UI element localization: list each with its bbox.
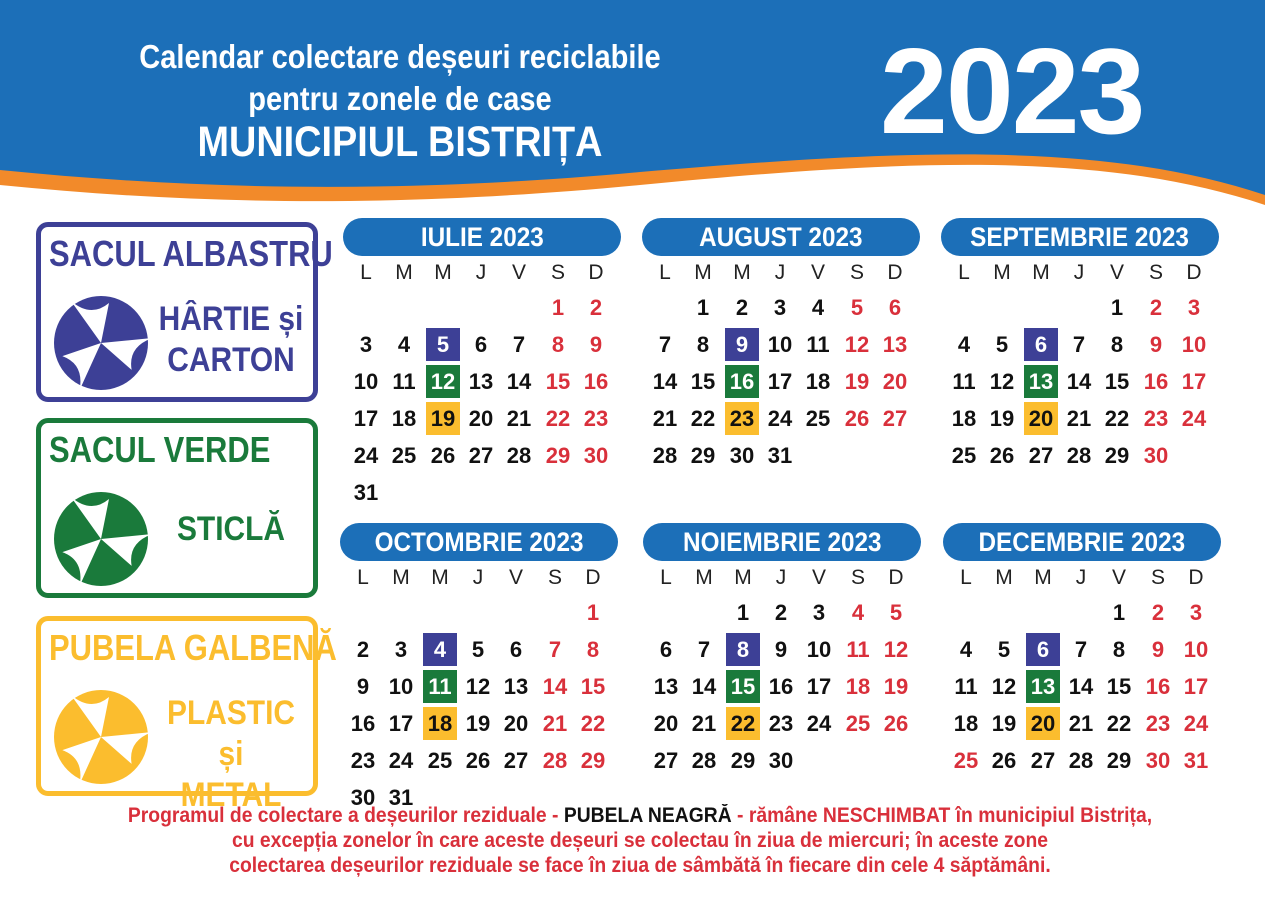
weekday-label: M [1032,261,1050,284]
calendar-day: 18 [953,711,979,736]
calendar-day: 21 [652,406,678,431]
calendar-day: 13 [503,674,529,699]
weekday-label: J [775,566,787,589]
calendar-day: 12 [883,637,909,662]
calendar-day: 6 [1026,633,1060,666]
calendar-day: 1 [1110,295,1124,320]
calendar-day: 16 [1143,369,1169,394]
calendar-day: 25 [391,443,417,468]
weekday-label: L [659,261,671,284]
calendar-day: 12 [844,332,870,357]
calendar-day: 10 [806,637,832,662]
calendar-day: 16 [725,365,759,398]
calendar-day: 23 [583,406,609,431]
calendar-day: 6 [659,637,673,662]
calendar-day: 20 [653,711,679,736]
calendar-day: 18 [391,406,417,431]
calendar-day: 31 [767,443,793,468]
calendar-day: 24 [353,443,379,468]
calendar-day: 20 [882,369,908,394]
calendar-day: 11 [954,674,978,699]
calendar-day: 9 [356,674,370,699]
calendar-day: 4 [397,332,411,357]
calendar-day: 31 [1183,748,1209,773]
calendar-day: 24 [388,748,414,773]
calendar-day: 19 [989,406,1015,431]
calendar-day: 31 [388,785,414,810]
calendar-day: 7 [512,332,526,357]
calendar-day: 22 [580,711,606,736]
calendar-day: 28 [542,748,568,773]
calendar-day: 8 [696,332,710,357]
calendar-day: 15 [690,369,716,394]
calendar-day: 20 [468,406,494,431]
calendar-day: 4 [959,637,973,662]
calendar-day: 29 [690,443,716,468]
weekday-label: S [1148,261,1163,284]
calendar-day: 25 [845,711,871,736]
calendar-day: 13 [653,674,679,699]
weekday-label: M [694,261,712,284]
calendar-day: 1 [586,600,600,625]
calendar-day: 31 [353,480,379,505]
calendar-day: 26 [844,406,870,431]
calendar-day: 26 [465,748,491,773]
calendar-day: 20 [503,711,529,736]
calendar-day: 15 [1106,674,1132,699]
weekday-label: S [1150,566,1165,589]
calendar-day: 2 [1149,295,1163,320]
calendar-day: 4 [851,600,865,625]
weekday-label: M [434,261,452,284]
calendar-day: 29 [1104,443,1130,468]
calendar-day: 22 [726,707,760,740]
calendar-day: 9 [1151,637,1165,662]
calendar-day: 17 [388,711,414,736]
calendar-day: 14 [691,674,717,699]
calendar-day: 25 [953,748,979,773]
weekday-label: V [1109,261,1124,284]
calendar-day: 13 [468,369,494,394]
calendar-day: 28 [652,443,678,468]
calendar-day: 23 [1145,711,1171,736]
calendar-day: 27 [882,406,908,431]
calendar-day: 9 [1149,332,1163,357]
weekday-label: D [1188,566,1204,589]
weekday-label: L [958,261,970,284]
weekday-label: J [1073,261,1085,284]
legend-label-line2: METAL [180,775,282,814]
calendar-day: 16 [350,711,376,736]
calendar-day: 5 [850,295,864,320]
calendar-day: 18 [423,707,457,740]
calendar-day: 1 [551,295,565,320]
calendar-day: 25 [427,748,453,773]
weekday-label: L [960,566,972,589]
legend-label-line1: STICLĂ [176,510,286,548]
legend-title: SACUL ALBASTRU [49,233,333,274]
calendar-day: 17 [1183,674,1209,699]
calendar-day: 22 [1106,711,1132,736]
calendar-day: 10 [353,369,379,394]
calendar-day: 15 [1104,369,1130,394]
calendar-day: 22 [1104,406,1130,431]
calendar-day: 26 [430,443,456,468]
note-line-3: colectarea deșeurilor reziduale se face în ziua de sâmbătă în fiecare din cele 4 săptămâni. [229,854,1051,877]
weekday-label: V [810,261,825,284]
calendar-day: 2 [735,295,749,320]
calendar-day: 27 [653,748,679,773]
calendar-day: 20 [1024,402,1058,435]
calendar-day: 9 [589,332,603,357]
calendar-day: 4 [423,633,457,666]
calendar-day: 19 [883,674,909,699]
calendar-day: 14 [506,369,532,394]
recycle-icon [51,293,151,393]
weekday-label: S [850,566,865,589]
legend-blue-bag [36,222,333,402]
calendar-day: 18 [805,369,831,394]
calendar-day: 25 [951,443,977,468]
weekday-label: M [431,566,449,589]
calendar-day: 30 [1143,443,1169,468]
calendar-day: 16 [1145,674,1171,699]
legend-title: PUBELA GALBENĂ [49,627,337,668]
calendar-day: 27 [468,443,494,468]
calendar-day: 9 [774,637,788,662]
calendar-day: 14 [652,369,678,394]
calendar-day: 30 [350,785,376,810]
calendar-day: 1 [696,295,710,320]
calendar-day: 24 [1181,406,1207,431]
calendar-day: 14 [542,674,568,699]
calendar-day: 26 [991,748,1017,773]
weekday-label: S [550,261,565,284]
calendar-day: 8 [1110,332,1124,357]
calendar-day: 11 [846,637,870,662]
calendar-day: 2 [589,295,603,320]
calendar-day: 21 [1068,711,1094,736]
weekday-label: D [888,566,904,589]
calendar-day: 8 [586,637,600,662]
calendar-day: 11 [806,332,830,357]
calendar-day: 27 [1028,443,1054,468]
weekday-label: D [585,566,601,589]
calendar-day: 8 [726,633,760,666]
calendar-day: 14 [1066,369,1092,394]
calendar-day: 7 [697,637,711,662]
calendar-day: 19 [426,402,460,435]
month-title: AUGUST 2023 [642,218,920,256]
month-title: DECEMBRIE 2023 [943,523,1221,561]
calendar-day: 7 [1074,637,1088,662]
legend-green-bag [36,418,318,598]
calendar-day: 7 [1072,332,1086,357]
calendar-day: 26 [883,711,909,736]
calendar-day: 10 [1183,637,1209,662]
calendar-day: 4 [811,295,825,320]
legend-label-line1: PLASTIC și [166,694,295,773]
calendar-day: 5 [889,600,903,625]
residual-waste-note [60,803,1220,878]
weekday-label: M [1034,566,1052,589]
calendar-day: 12 [989,369,1015,394]
calendar-day: 28 [1068,748,1094,773]
weekday-label: S [849,261,864,284]
calendar-day: 27 [503,748,529,773]
calendar-day: 30 [583,443,609,468]
legend-label [156,693,306,815]
calendar-day: 21 [542,711,568,736]
calendar-day: 17 [806,674,832,699]
title-municipality: MUNICIPIUL BISTRIȚA [197,118,603,166]
calendar-day: 24 [1183,711,1209,736]
legend-label [156,509,306,550]
calendar-day: 15 [726,670,760,703]
weekday-label: V [811,566,826,589]
weekday-label: M [993,261,1011,284]
calendar-day: 7 [658,332,672,357]
month-title: IULIE 2023 [343,218,621,256]
calendar-day: 2 [774,600,788,625]
calendar-day: 20 [1026,707,1060,740]
calendar-day: 22 [545,406,571,431]
calendar-day: 21 [506,406,532,431]
calendar-day: 12 [465,674,491,699]
weekday-label: M [695,566,713,589]
legend-label-line2: CARTON [167,340,295,379]
calendar-day: 21 [691,711,717,736]
legend-yellow-bin [36,616,337,814]
weekday-label: D [1186,261,1202,284]
calendar-day: 11 [423,670,457,703]
calendar-day: 18 [951,406,977,431]
calendar-day: 12 [426,365,460,398]
calendar-day: 12 [991,674,1017,699]
calendar-day: 9 [725,328,759,361]
calendar-day: 11 [952,369,976,394]
calendar-day: 10 [1181,332,1207,357]
weekday-label: V [1111,566,1126,589]
calendar-day: 19 [465,711,491,736]
calendar-day: 28 [506,443,532,468]
calendar-day: 2 [356,637,370,662]
title-line-2: pentru zonele de case [248,80,552,117]
calendar-day: 3 [394,637,408,662]
calendar-day: 3 [1189,600,1203,625]
calendar-day: 25 [805,406,831,431]
calendar-day: 3 [773,295,787,320]
calendar-day: 23 [1143,406,1169,431]
calendar-day: 16 [583,369,609,394]
note-line-2: cu excepția zonelor în care aceste deșeuri se colectau în ziua de miercuri; în aceste zone [231,829,1049,852]
calendar-day: 13 [1026,670,1060,703]
legend-label [156,299,306,381]
calendar-day: 30 [768,748,794,773]
calendar-day: 4 [957,332,971,357]
calendar-day: 6 [474,332,488,357]
weekday-label: M [392,566,410,589]
calendar-day: 11 [392,369,416,394]
calendar-day: 26 [989,443,1015,468]
calendar-day: 28 [1066,443,1092,468]
legend-title: SACUL VERDE [49,429,271,470]
calendar-day: 19 [844,369,870,394]
calendar-day: 5 [471,637,485,662]
weekday-label: V [511,261,526,284]
calendar-day: 1 [1112,600,1126,625]
weekday-label: J [475,261,487,284]
calendar-day: 23 [768,711,794,736]
calendar-day: 5 [995,332,1009,357]
calendar-day: 24 [806,711,832,736]
calendar-day: 6 [1024,328,1058,361]
calendar-day: 28 [691,748,717,773]
calendar-day: 23 [350,748,376,773]
calendar-day: 14 [1068,674,1094,699]
calendar-day: 6 [888,295,902,320]
month-title: NOIEMBRIE 2023 [643,523,921,561]
calendar-day: 10 [388,674,414,699]
calendar-day: 19 [991,711,1017,736]
calendar-day: 30 [1145,748,1171,773]
calendar-day: 29 [580,748,606,773]
calendar-day: 17 [767,369,793,394]
month-title: SEPTEMBRIE 2023 [941,218,1219,256]
legend-label-line1: HÂRTIE și [158,300,304,338]
weekday-label: L [360,261,372,284]
calendar-day: 17 [353,406,379,431]
calendar-day: 5 [997,637,1011,662]
calendar-day: 5 [426,328,460,361]
calendar-day: 3 [359,332,373,357]
calendar-day: 29 [545,443,571,468]
year-label: 2023 [880,23,1144,159]
weekday-label: M [734,566,752,589]
calendar-day: 13 [1024,365,1058,398]
calendar-day: 15 [545,369,571,394]
weekday-label: S [547,566,562,589]
weekday-label: L [357,566,369,589]
calendar-day: 1 [736,600,750,625]
calendar-day: 3 [1187,295,1201,320]
recycle-icon [51,687,151,787]
calendar-day: 13 [882,332,908,357]
calendar-day: 16 [768,674,794,699]
weekday-label: L [660,566,672,589]
calendar-day: 18 [845,674,871,699]
weekday-label: J [774,261,786,284]
calendar-day: 29 [1106,748,1132,773]
recycle-icon [51,489,151,589]
calendar-day: 8 [551,332,565,357]
weekday-label: J [472,566,484,589]
weekday-label: J [1075,566,1087,589]
weekday-label: M [733,261,751,284]
weekday-label: D [588,261,604,284]
weekday-label: V [508,566,523,589]
calendar-day: 23 [725,402,759,435]
title-line-1: Calendar colectare deșeuri reciclabile [139,38,661,75]
calendar-day: 17 [1181,369,1207,394]
weekday-label: D [887,261,903,284]
calendar-day: 8 [1112,637,1126,662]
calendar-day: 2 [1151,600,1165,625]
calendar-day: 10 [767,332,793,357]
note-line-1: Programul de colectare a deșeurilor reziduale - PUBELA NEAGRĂ - rămâne NESCHIMBAT în municipiul Bistrița, [127,804,1153,827]
calendar-day: 29 [730,748,756,773]
calendar-day: 15 [580,674,606,699]
calendar-day: 3 [812,600,826,625]
calendar-day: 21 [1066,406,1092,431]
calendar-day: 6 [509,637,523,662]
month-title: OCTOMBRIE 2023 [340,523,618,561]
calendar-day: 7 [548,637,562,662]
calendar-day: 22 [690,406,716,431]
calendar-day: 30 [729,443,755,468]
weekday-label: M [395,261,413,284]
weekday-label: M [995,566,1013,589]
calendar-day: 24 [767,406,793,431]
calendar-day: 27 [1030,748,1056,773]
